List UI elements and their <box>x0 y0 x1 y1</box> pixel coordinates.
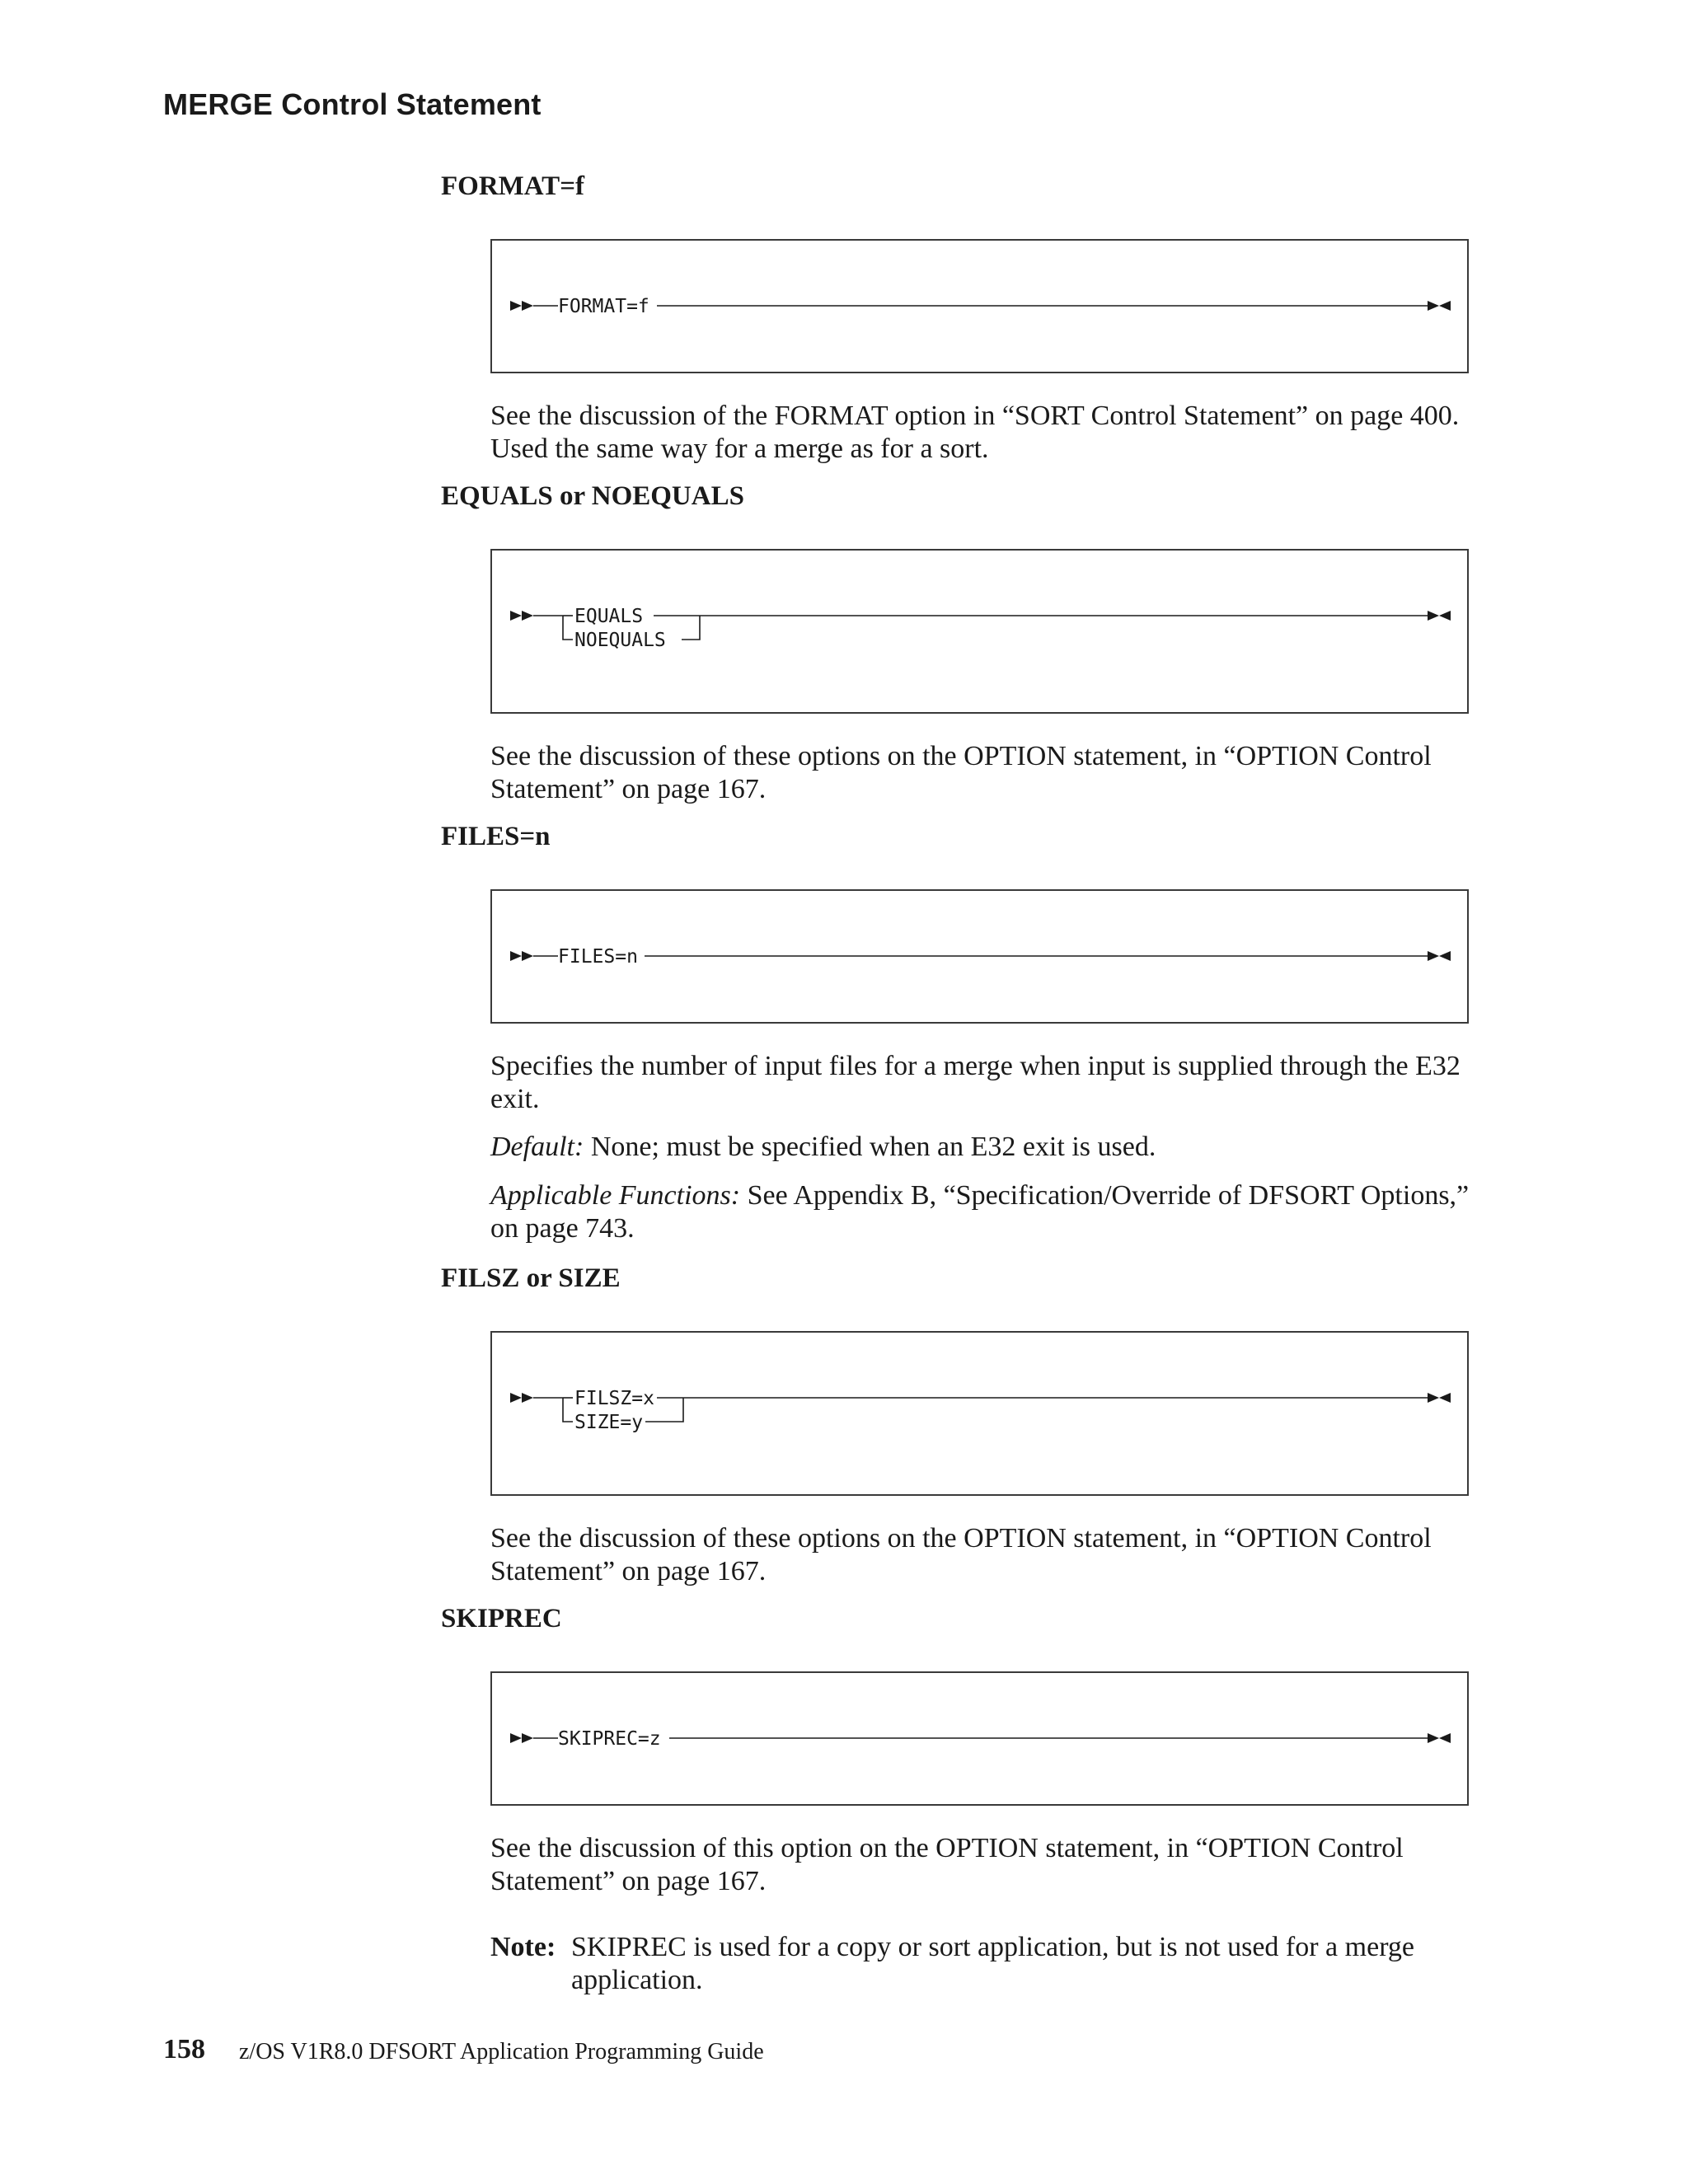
syntax-svg-format <box>492 241 1470 375</box>
applicable-label: Applicable Functions: <box>490 1180 741 1211</box>
syntax-item: SKIPREC=z <box>558 1728 661 1750</box>
start-arrow-2 <box>522 1733 533 1743</box>
heading-format: FORMAT=f <box>441 171 584 201</box>
start-arrow-1 <box>510 951 522 961</box>
end-arrow-2 <box>1439 1733 1451 1743</box>
syntax-choice-2: NOEQUALS <box>574 630 666 651</box>
syntax-choice-1: FILSZ=x <box>574 1388 654 1409</box>
syntax-item: FORMAT=f <box>558 296 649 317</box>
note-label: Note: <box>490 1932 556 1962</box>
end-arrow-1 <box>1428 611 1439 621</box>
files-applicable <box>490 1179 1479 1245</box>
start-arrow-1 <box>510 1393 522 1403</box>
syntax-svg-filsz <box>492 1333 1470 1497</box>
format-description <box>490 400 1479 466</box>
equals-description <box>490 740 1479 806</box>
paragraph: See the discussion of these options on the OPTION statement, in “OPTION Control Statement” on page 167. <box>490 1523 1432 1586</box>
start-arrow-1 <box>510 611 522 621</box>
end-arrow-1 <box>1428 301 1439 311</box>
syntax-diagram-files <box>490 889 1469 1024</box>
end-arrow-1 <box>1428 1733 1439 1743</box>
applicable-text: See Appendix B, “Specification/Override of DFSORT Options,” on page 743. <box>490 1180 1470 1244</box>
end-arrow-2 <box>1439 951 1451 961</box>
syntax-svg-equals <box>492 551 1470 715</box>
syntax-diagram-format <box>490 239 1469 373</box>
end-arrow-1 <box>1428 951 1439 961</box>
end-arrow-2 <box>1439 611 1451 621</box>
syntax-item: FILES=n <box>558 946 638 968</box>
syntax-diagram-skiprec <box>490 1671 1469 1806</box>
start-arrow-2 <box>522 951 533 961</box>
syntax-svg-files <box>492 891 1470 1025</box>
paragraph: See the discussion of the FORMAT option in “SORT Control Statement” on page 400. Used the same way for a merge as for a sort. <box>490 401 1460 464</box>
start-arrow-2 <box>522 611 533 621</box>
heading-equals: EQUALS or NOEQUALS <box>441 481 744 511</box>
syntax-diagram-equals <box>490 549 1469 714</box>
default-label: Default: <box>490 1132 584 1162</box>
syntax-choice-2: SIZE=y <box>574 1412 644 1433</box>
start-arrow-1 <box>510 1733 522 1743</box>
default-text: None; must be specified when an E32 exit is used. <box>584 1132 1156 1162</box>
syntax-diagram-filsz <box>490 1331 1469 1496</box>
paragraph: See the discussion of these options on the OPTION statement, in “OPTION Control Statement” on page 167. <box>490 741 1432 804</box>
heading-filsz: FILSZ or SIZE <box>441 1263 621 1293</box>
files-description <box>490 1050 1479 1116</box>
heading-skiprec: SKIPREC <box>441 1604 562 1633</box>
running-head: MERGE Control Statement <box>163 87 542 121</box>
skiprec-description <box>490 1832 1479 1898</box>
files-default <box>490 1131 1479 1164</box>
end-arrow-2 <box>1439 1393 1451 1403</box>
heading-files: FILES=n <box>441 822 551 851</box>
start-arrow-1 <box>510 301 522 311</box>
syntax-svg-skiprec <box>492 1673 1470 1807</box>
syntax-choice-1: EQUALS <box>574 606 644 627</box>
page-number: 158 <box>163 2034 205 2064</box>
start-arrow-2 <box>522 301 533 311</box>
end-arrow-1 <box>1428 1393 1439 1403</box>
book-title: z/OS V1R8.0 DFSORT Application Programming Guide <box>239 2039 764 2064</box>
filsz-description <box>490 1522 1479 1588</box>
paragraph: Specifies the number of input files for a merge when input is supplied through the E32 exit. <box>490 1051 1461 1114</box>
start-arrow-2 <box>522 1393 533 1403</box>
note-text: SKIPREC is used for a copy or sort application, but is not used for a merge application. <box>571 1932 1414 1995</box>
end-arrow-2 <box>1439 301 1451 311</box>
paragraph: See the discussion of this option on the OPTION statement, in “OPTION Control Statement” on page 167. <box>490 1833 1404 1896</box>
